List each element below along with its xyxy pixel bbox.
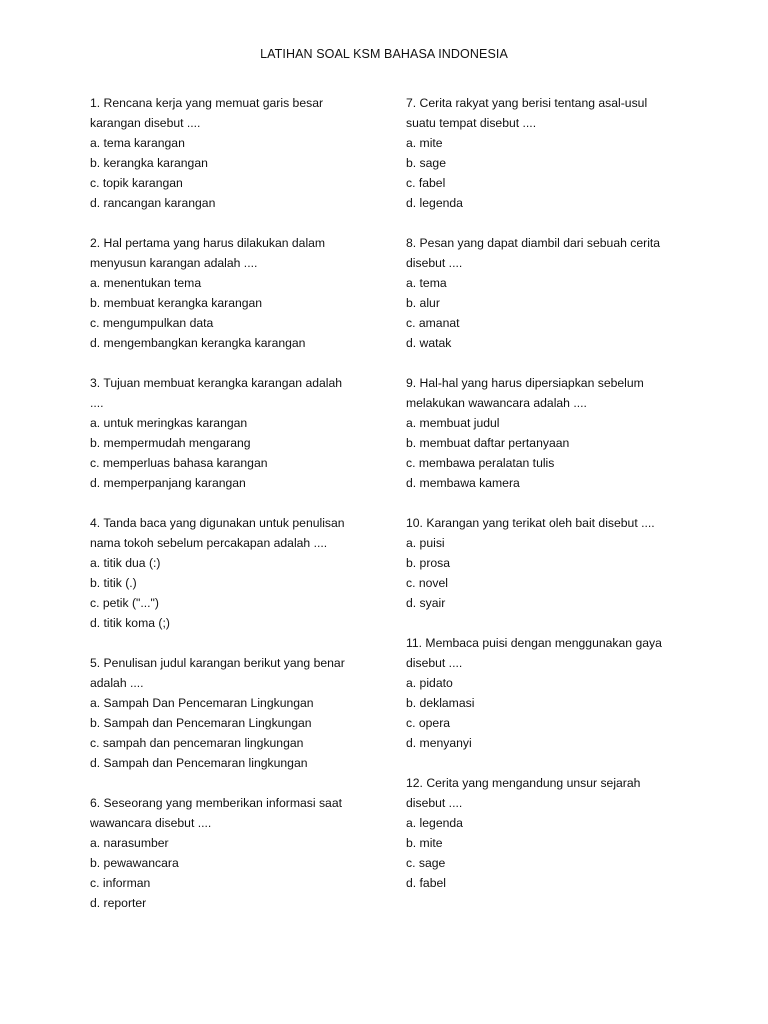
answer-option: a. untuk meringkas karangan — [90, 416, 248, 430]
right-question-column — [406, 93, 696, 893]
answer-option: d. mengembangkan kerangka karangan — [90, 336, 306, 350]
question-text-line: nama tokoh sebelum percakapan adalah .... — [90, 536, 328, 550]
answer-option: b. Sampah dan Pencemaran Lingkungan — [90, 716, 312, 730]
answer-option: b. membuat daftar pertanyaan — [406, 436, 570, 450]
answer-option: a. tema — [406, 276, 447, 290]
question-text-line: 1. Rencana kerja yang memuat garis besar — [90, 96, 324, 110]
answer-option: b. alur — [406, 296, 440, 310]
question-text-line: .... — [90, 396, 104, 410]
question-text-line: 2. Hal pertama yang harus dilakukan dalam — [90, 236, 326, 250]
question-text-line: karangan disebut .... — [90, 116, 201, 130]
question-2 — [90, 233, 370, 353]
question-7 — [406, 93, 696, 213]
answer-option: d. fabel — [406, 876, 446, 890]
answer-option: a. Sampah Dan Pencemaran Lingkungan — [90, 696, 314, 710]
answer-option: a. puisi — [406, 536, 445, 550]
answer-option: b. membuat kerangka karangan — [90, 296, 263, 310]
answer-option: b. kerangka karangan — [90, 156, 208, 170]
answer-option: c. informan — [90, 876, 151, 890]
answer-option: a. narasumber — [90, 836, 169, 850]
question-text-line: 10. Karangan yang terikat oleh bait disebut .... — [406, 516, 655, 530]
question-text-line: 11. Membaca puisi dengan menggunakan gaya — [406, 636, 662, 650]
question-text-line: menyusun karangan adalah .... — [90, 256, 258, 270]
answer-option: d. legenda — [406, 196, 463, 210]
answer-option: b. mite — [406, 836, 443, 850]
answer-option: b. titik (.) — [90, 576, 137, 590]
answer-option: d. membawa kamera — [406, 476, 520, 490]
question-4 — [90, 513, 370, 633]
answer-option: d. rancangan karangan — [90, 196, 216, 210]
question-5 — [90, 653, 370, 773]
question-8 — [406, 233, 696, 353]
page-title: LATIHAN SOAL KSM BAHASA INDONESIA — [260, 47, 508, 61]
answer-option: d. menyanyi — [406, 736, 472, 750]
answer-option: c. amanat — [406, 316, 460, 330]
answer-option: a. mite — [406, 136, 443, 150]
question-text-line: 5. Penulisan judul karangan berikut yang benar — [90, 656, 345, 670]
answer-option: b. prosa — [406, 556, 451, 570]
answer-option: b. mempermudah mengarang — [90, 436, 251, 450]
question-3 — [90, 373, 370, 493]
answer-option: d. titik koma (;) — [90, 616, 170, 630]
answer-option: a. menentukan tema — [90, 276, 202, 290]
question-10 — [406, 513, 696, 613]
question-12 — [406, 773, 696, 893]
question-text-line: 8. Pesan yang dapat diambil dari sebuah cerita — [406, 236, 661, 250]
answer-option: a. tema karangan — [90, 136, 185, 150]
answer-option: c. opera — [406, 716, 451, 730]
answer-option: c. mengumpulkan data — [90, 316, 214, 330]
question-1 — [90, 93, 370, 213]
answer-option: a. pidato — [406, 676, 453, 690]
answer-option: c. membawa peralatan tulis — [406, 456, 555, 470]
answer-option: c. novel — [406, 576, 449, 590]
answer-option: d. syair — [406, 596, 446, 610]
question-text-line: melakukan wawancara adalah .... — [406, 396, 587, 410]
answer-option: c. fabel — [406, 176, 446, 190]
question-text-line: disebut .... — [406, 656, 463, 670]
answer-option: c. topik karangan — [90, 176, 183, 190]
answer-option: c. sampah dan pencemaran lingkungan — [90, 736, 304, 750]
answer-option: a. titik dua (:) — [90, 556, 161, 570]
question-text-line: disebut .... — [406, 256, 463, 270]
answer-option: d. watak — [406, 336, 452, 350]
question-text-line: adalah .... — [90, 676, 144, 690]
question-text-line: 4. Tanda baca yang digunakan untuk penulisan — [90, 516, 345, 530]
answer-option: b. pewawancara — [90, 856, 179, 870]
answer-option: a. membuat judul — [406, 416, 500, 430]
question-text-line: suatu tempat disebut .... — [406, 116, 537, 130]
question-9 — [406, 373, 696, 493]
question-11 — [406, 633, 696, 753]
question-text-line: wawancara disebut .... — [90, 816, 212, 830]
answer-option: d. Sampah dan Pencemaran lingkungan — [90, 756, 308, 770]
question-text-line: disebut .... — [406, 796, 463, 810]
answer-option: d. reporter — [90, 896, 147, 910]
question-text-line: 9. Hal-hal yang harus dipersiapkan sebelum — [406, 376, 644, 390]
question-text-line: 3. Tujuan membuat kerangka karangan adalah — [90, 376, 343, 390]
answer-option: b. sage — [406, 156, 446, 170]
question-text-line: 7. Cerita rakyat yang berisi tentang asal-usul — [406, 96, 648, 110]
question-text-line: 6. Seseorang yang memberikan informasi saat — [90, 796, 343, 810]
question-6 — [90, 793, 370, 913]
answer-option: c. petik ("...") — [90, 596, 159, 610]
left-question-column — [90, 93, 370, 913]
answer-option: d. memperpanjang karangan — [90, 476, 246, 490]
answer-option: c. sage — [406, 856, 446, 870]
answer-option: a. legenda — [406, 816, 463, 830]
answer-option: c. memperluas bahasa karangan — [90, 456, 268, 470]
question-text-line: 12. Cerita yang mengandung unsur sejarah — [406, 776, 641, 790]
answer-option: b. deklamasi — [406, 696, 475, 710]
